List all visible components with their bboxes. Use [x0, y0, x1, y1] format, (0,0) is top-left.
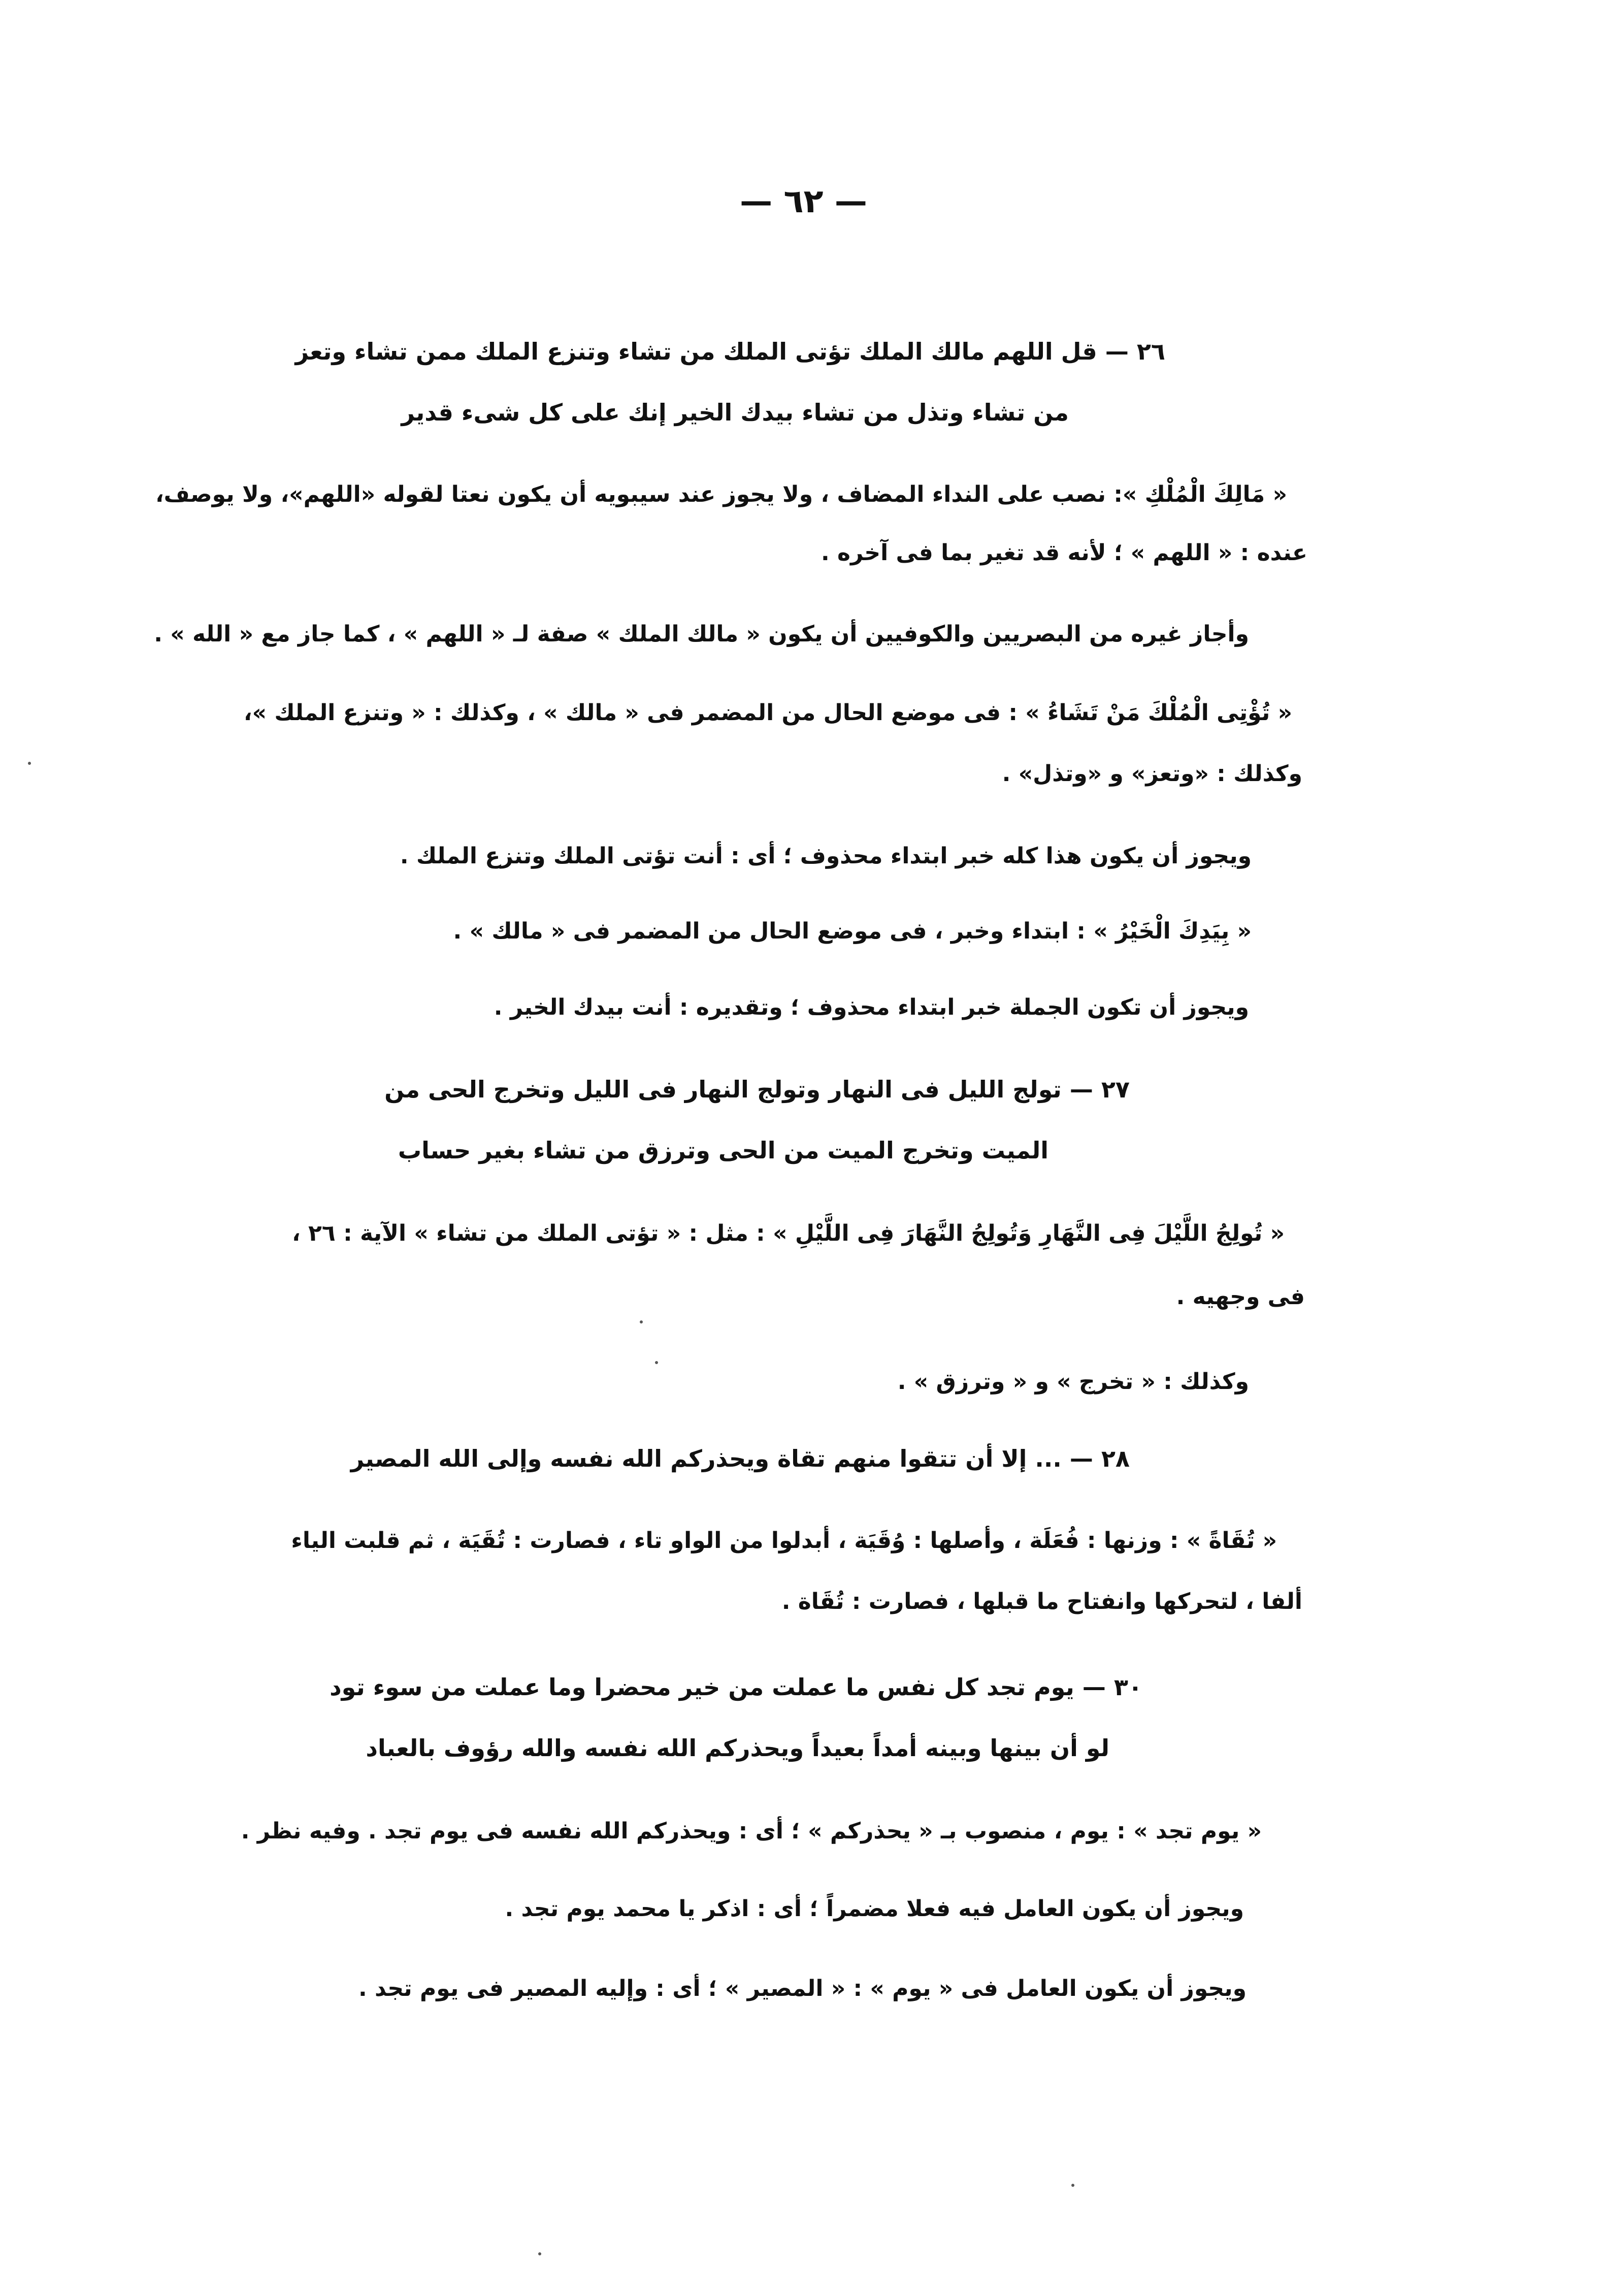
commentary-line: ألفا ، لتحركها وانفتاح ما قبلها ، فصارت : تُقَاة .: [781, 1589, 1302, 1614]
verse-26-line-1: ٢٦ — قل اللهم مالك الملك تؤتى الملك من تشاء وتنزع الملك ممن تشاء وتعز: [295, 338, 1165, 365]
commentary-line: « مَالِكَ الْمُلْكِ »: نصب على النداء المضاف ، ولا يجوز عند سيبويه أن يكون نعتا لقوله «اللهم»، ولا يوصف،: [155, 481, 1287, 507]
verse-27-line-1: ٢٧ — تولج الليل فى النهار وتولج النهار فى الليل وتخرج الحى من: [384, 1076, 1130, 1103]
commentary-line: « تُؤْتِى الْمُلْكَ مَنْ تَشَاءُ » : فى موضع الحال من المضمر فى « مالك » ، وكذلك : « وتنزع الملك »،: [243, 700, 1292, 726]
verse-27-line-2: الميت وتخرج الميت من الحى وترزق من تشاء بغير حساب: [398, 1137, 1048, 1164]
commentary-line: ويجوز أن يكون العامل فيه فعلا مضمراً ؛ أى : اذكر يا محمد يوم تجد .: [505, 1896, 1244, 1922]
verse-26-line-2: من تشاء وتذل من تشاء بيدك الخير إنك على كل شىء قدير: [401, 399, 1069, 426]
commentary-line: وكذلك : « تخرج » و « وترزق » .: [897, 1369, 1249, 1395]
scan-speck: [655, 1361, 658, 1364]
commentary-line: فى وجهيه .: [1176, 1284, 1305, 1310]
verse-28-line: ٢٨ — ... إلا أن تتقوا منهم تقاة ويحذركم الله نفسه وإلى الله المصير: [350, 1445, 1130, 1472]
scan-speck: [538, 2252, 541, 2255]
page-number: — ٦٢ —: [740, 183, 867, 220]
commentary-line: « يوم تجد » : يوم ، منصوب بـ « يحذركم » ؛ أى : ويحذركم الله نفسه فى يوم تجد . وفيه نظر .: [241, 1818, 1262, 1844]
scan-speck: [28, 762, 31, 765]
commentary-line: ويجوز أن تكون الجملة خبر ابتداء محذوف ؛ وتقديره : أنت بيدك الخير .: [494, 994, 1249, 1020]
commentary-line: عنده : « اللهم » ؛ لأنه قد تغير بما فى آخره .: [821, 540, 1307, 566]
verse-30-line-2: لو أن بينها وبينه أمداً بعيداً ويحذركم الله نفسه والله رؤوف بالعباد: [366, 1734, 1109, 1762]
verse-30-line-1: ٣٠ — يوم تجد كل نفس ما عملت من خير محضرا وما عملت من سوء تود: [330, 1673, 1142, 1701]
commentary-line: « بِيَدِكَ الْخَيْرُ » : ابتداء وخبر ، فى موضع الحال من المضمر فى « مالك » .: [453, 918, 1252, 944]
commentary-line: « تُقَاةً » : وزنها : فُعَلَة ، وأصلها : وُقَيَة ، أبدلوا من الواو تاء ، فصارت : تُقَيَة ، ثم قلبت الياء: [291, 1528, 1277, 1554]
scan-speck: [1071, 2184, 1074, 2187]
commentary-line: « تُولِجُ اللَّيْلَ فِى النَّهَارِ وَتُولِجُ النَّهَارَ فِى اللَّيْلِ » : مثل : « تؤتى الملك من تشاء » الآية : ٢٦ ،: [292, 1220, 1285, 1246]
commentary-line: ويجوز أن يكون هذا كله خبر ابتداء محذوف ؛ أى : أنت تؤتى الملك وتنزع الملك .: [400, 843, 1252, 869]
commentary-line: وأجاز غيره من البصريين والكوفيين أن يكون « مالك الملك » صفة لـ « اللهم » ، كما جاز مع « الله » .: [154, 621, 1249, 647]
commentary-line: ويجوز أن يكون العامل فى « يوم » : « المصير » ؛ أى : وإليه المصير فى يوم تجد .: [358, 1976, 1247, 2001]
scan-speck: [640, 1320, 643, 1323]
commentary-line: وكذلك : «وتعز» و «وتذل» .: [1002, 761, 1302, 787]
